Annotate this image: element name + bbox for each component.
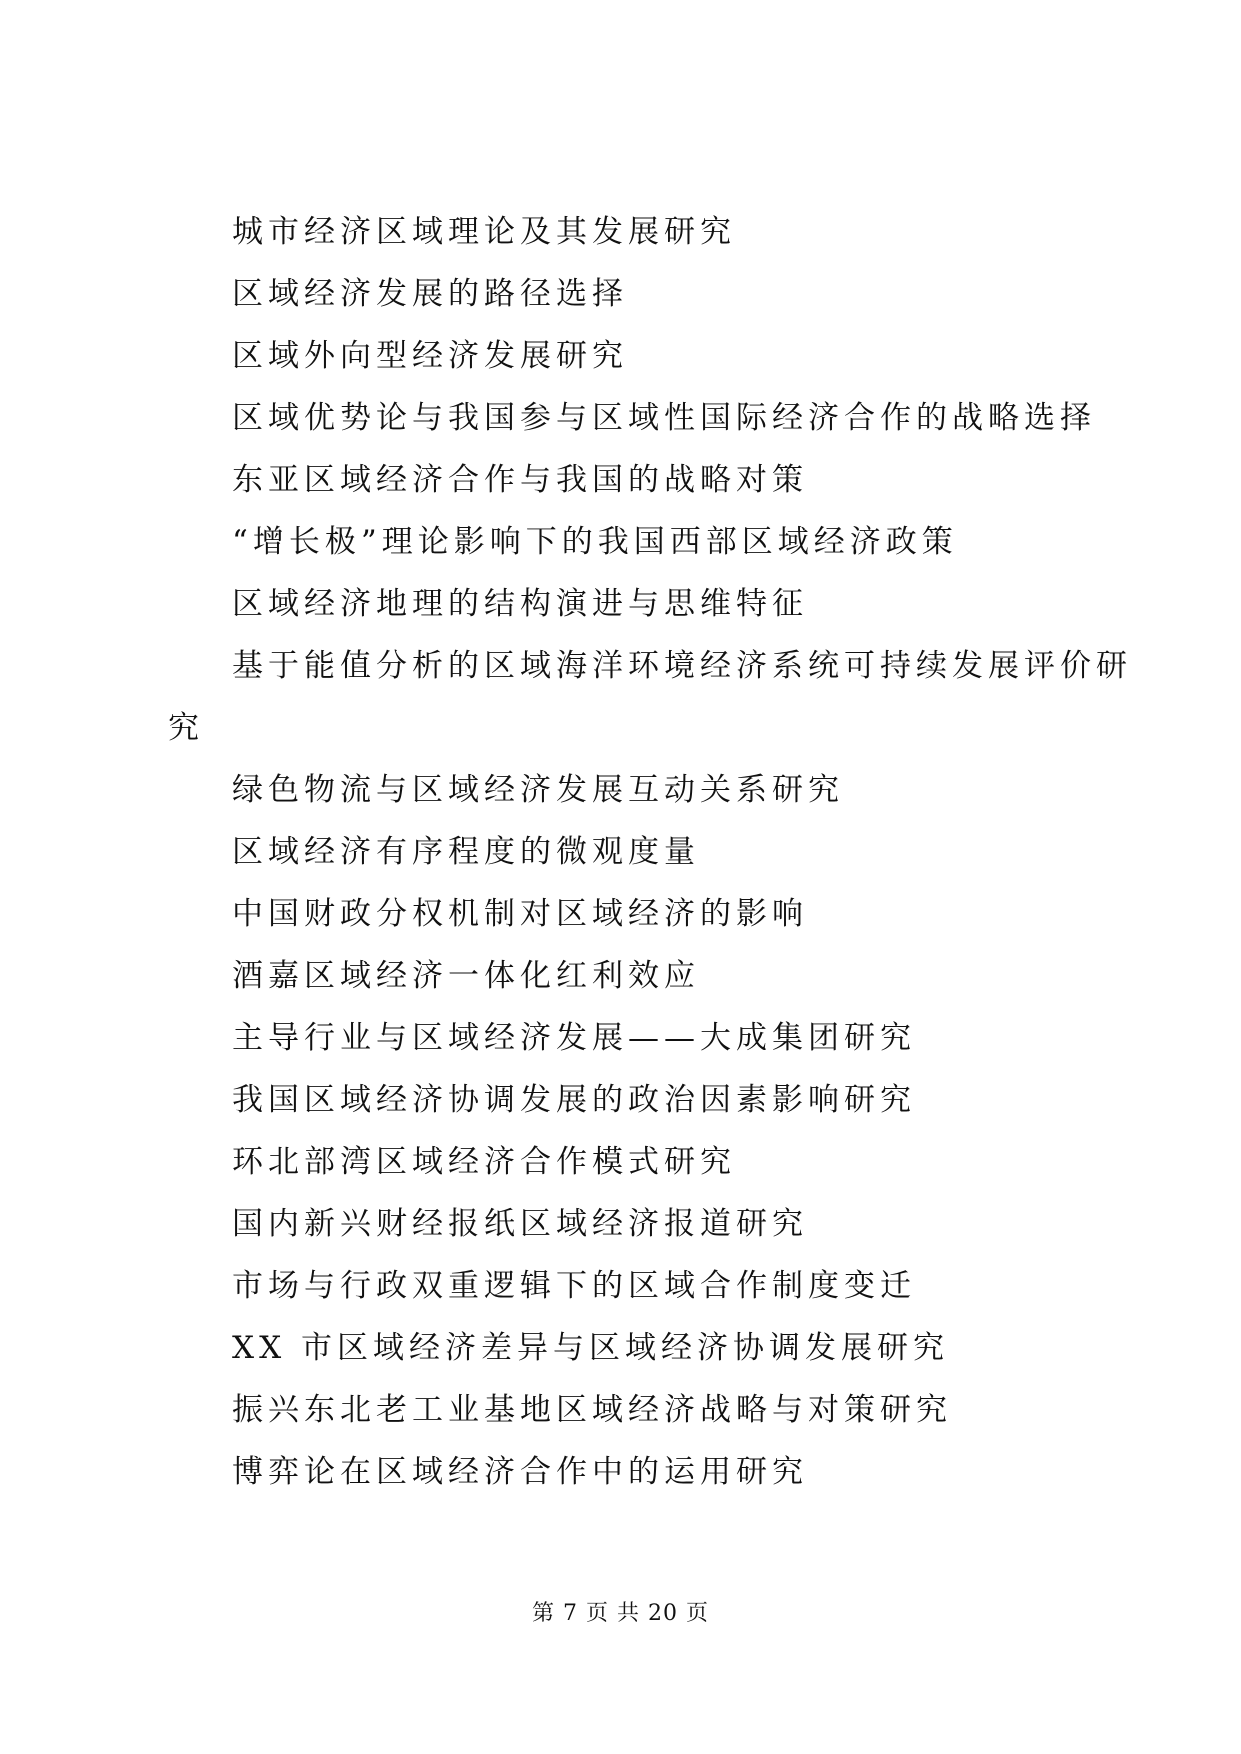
list-item-text: 中国财政分权机制对区域经济的影响 xyxy=(232,896,808,932)
list-item-text: 绿色物流与区域经济发展互动关系研究 xyxy=(232,772,844,808)
list-item-text: 我国区域经济协调发展的政治因素影响研究 xyxy=(232,1082,916,1118)
list-item-text: 区域经济发展的路径选择 xyxy=(232,276,628,312)
list-item-text: 基于能值分析的区域海洋环境经济系统可持续发展评价研 xyxy=(232,648,1132,684)
list-item-text: 区域优势论与我国参与区域性国际经济合作的战略选择 xyxy=(232,400,1096,436)
list-item-text: 区域外向型经济发展研究 xyxy=(232,338,628,374)
list-item-text: 酒嘉区域经济一体化红利效应 xyxy=(232,958,700,994)
page-number-label: 第 7 页 共 20 页 xyxy=(532,1601,709,1626)
list-item-text: “增长极”理论影响下的我国西部区域经济政策 xyxy=(232,524,958,560)
list-item-text: 区域经济地理的结构演进与思维特征 xyxy=(232,586,808,622)
list-item-text: 主导行业与区域经济发展——大成集团研究 xyxy=(232,1020,916,1056)
list-item-text: XX 市区域经济差异与区域经济协调发展研究 xyxy=(232,1330,949,1366)
list-item-text: 区域经济有序程度的微观度量 xyxy=(232,834,700,870)
list-item-text: 环北部湾区域经济合作模式研究 xyxy=(232,1144,736,1180)
list-item-text: 市场与行政双重逻辑下的区域合作制度变迁 xyxy=(232,1268,916,1304)
list-item-text: 博弈论在区域经济合作中的运用研究 xyxy=(232,1454,808,1490)
list-item-text: 东亚区域经济合作与我国的战略对策 xyxy=(232,462,808,498)
list-item-text: 振兴东北老工业基地区域经济战略与对策研究 xyxy=(232,1392,952,1428)
list-item-text: 国内新兴财经报纸区域经济报道研究 xyxy=(232,1206,808,1242)
page-footer xyxy=(0,1596,1241,1627)
list-item xyxy=(0,1454,1241,1534)
list-item-text: 究 xyxy=(168,710,204,746)
topic-list xyxy=(0,214,1241,1534)
list-item-text: 城市经济区域理论及其发展研究 xyxy=(232,214,736,250)
